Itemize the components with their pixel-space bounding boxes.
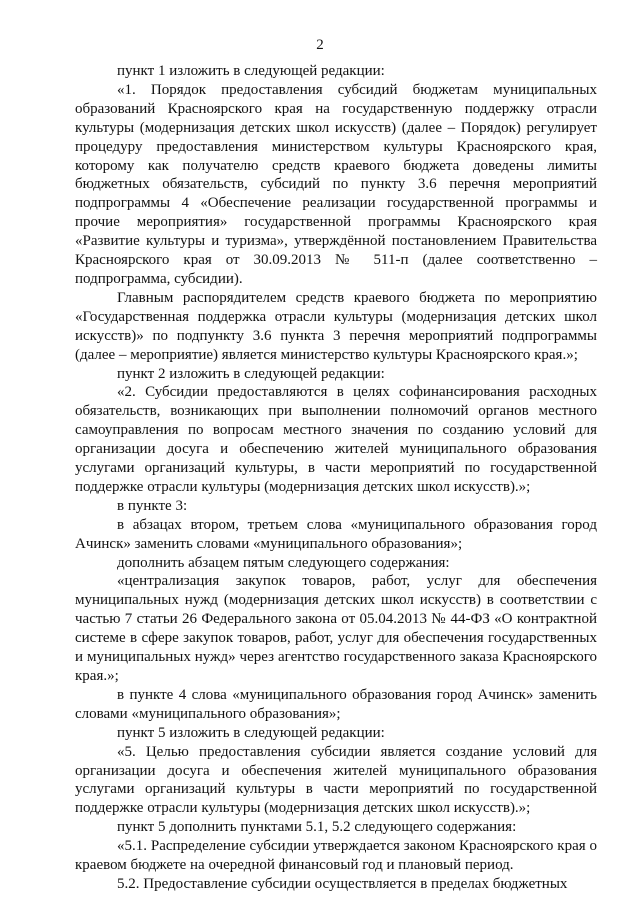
paragraph-10: в пункте 4 слова «муниципального образования город Ачинск» заменить словами «муниципального образования»; <box>75 686 597 722</box>
paragraph-12: «5. Целью предоставления субсидии является создание условий для организации досуга и обеспечения жителей муниципального образования услугами организаций культуры в части мероприятий по государственной поддержке отрасли культуры (модернизация детских школ искусств).»; <box>75 743 597 817</box>
page-number: 2 <box>316 37 324 53</box>
paragraph-4: пункт 2 изложить в следующей редакции: <box>117 365 385 382</box>
paragraph-9: «централизация закупок товаров, работ, услуг для обеспечения муниципальных нужд (модернизация детских школ искусств) в соответствии с частью 7 статьи 26 Федерального закона от 05.04.2013 № 44-ФЗ «О контрактной системе в сфере закупок товаров, работ, услуг для обеспечения государственных и муниципальных нужд» через агентство государственного заказа Красноярского края.»; <box>75 573 597 684</box>
paragraph-2: «1. Порядок предоставления субсидий бюджетам муниципальных образований Красноярского края на государственную поддержку отрасли культуры (модернизация детских школ искусств) (далее – Порядок) регулирует процедуру предоставления министерством культуры Красноярского края, которому как получателю средств краевого бюджета доведены лимиты бюджетных обязательств, субсидий по пункту 3.6 перечня мероприятий подпрограммы 4 «Обеспечение реализации государственной программы и прочие мероприятия» государственной программы Красноярского края «Развитие культуры и туризма», утверждённой постановлением Правительства Красноярского края от 30.09.2013 № 511-п (далее соответственно – подпрограмма, субсидии). <box>75 81 597 287</box>
document-body <box>75 62 597 894</box>
paragraph-7: в абзацах втором, третьем слова «муниципального образования город Ачинск» заменить словами «муниципального образования»; <box>75 516 597 552</box>
paragraph-15: 5.2. Предоставление субсидии осуществляется в пределах бюджетных <box>117 875 568 892</box>
paragraph-14: «5.1. Распределение субсидии утверждается законом Красноярского края о краевом бюджете на очередной финансовый год и плановый период. <box>75 838 597 874</box>
paragraph-3: Главным распорядителем средств краевого бюджета по мероприятию «Государственная поддержка отрасли культуры (модернизация детских школ искусств)» по подпункту 3.6 пункта 3 перечня мероприятий подпрограммы (далее – мероприятие) является министерство культуры Красноярского края.»; <box>75 289 597 363</box>
paragraph-1: пункт 1 изложить в следующей редакции: <box>117 63 385 79</box>
paragraph-5: «2. Субсидии предоставляются в целях софинансирования расходных обязательств, возникающих при выполнении полномочий органов местного самоуправления по вопросам местного значения по созданию условий для организации досуга и обеспечению жителей муниципального образования услугами организаций культуры, в части мероприятий по государственной поддержке отрасли культуры (модернизация детских школ искусств).»; <box>75 384 597 495</box>
paragraph-11: пункт 5 изложить в следующей редакции: <box>117 724 385 741</box>
paragraph-8: дополнить абзацем пятым следующего содержания: <box>117 554 450 571</box>
paragraph-13: пункт 5 дополнить пунктами 5.1, 5.2 следующего содержания: <box>117 819 517 836</box>
paragraph-6: в пункте 3: <box>117 497 188 514</box>
